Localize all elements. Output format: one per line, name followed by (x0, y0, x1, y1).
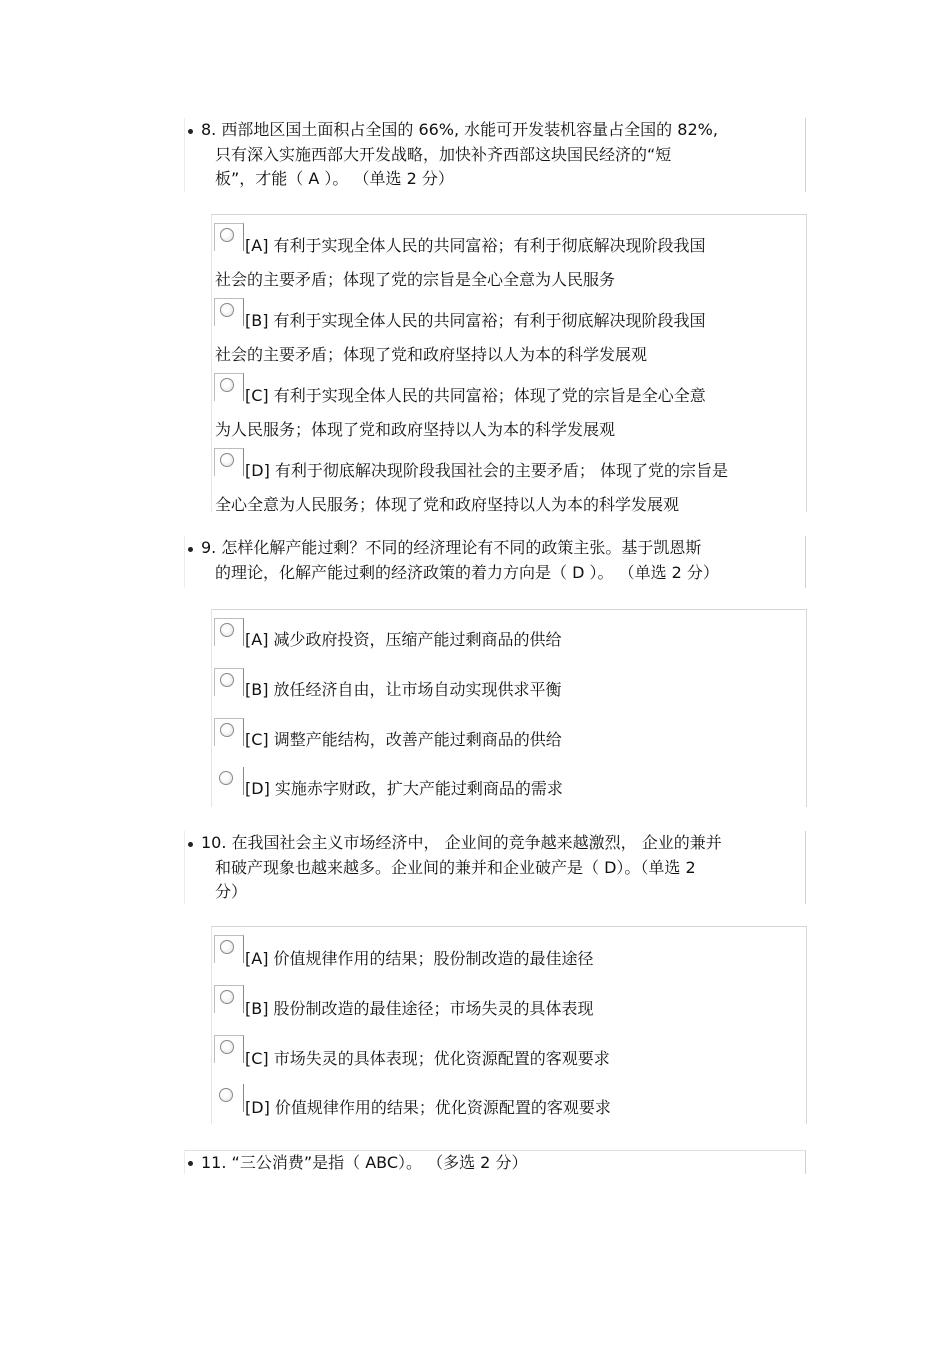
option-label: [D] 有利于彻底解决现阶段我国社会的主要矛盾； 体现了党的宗旨是 (245, 461, 728, 480)
option-a[interactable] (212, 223, 806, 293)
question-text: 板”，才能（ A ）。 （单选 2 分） (215, 169, 454, 188)
option-d[interactable] (212, 448, 806, 518)
bullet-icon (188, 547, 193, 552)
question-8 (184, 118, 806, 192)
option-label: 社会的主要矛盾；体现了党的宗旨是全心全意为人民服务 (215, 270, 616, 289)
radio-button-icon[interactable] (220, 940, 234, 954)
question-text: 11. “三公消费”是指（ ABC）。 （多选 2 分） (201, 1153, 528, 1172)
option-b[interactable] (212, 985, 806, 1029)
radio-button-icon[interactable] (219, 771, 233, 785)
radio-frame (214, 767, 244, 795)
option-label: [D] 价值规律作用的结果；优化资源配置的客观要求 (245, 1098, 611, 1117)
question-11 (184, 1150, 806, 1174)
question-text: 分） (215, 882, 248, 901)
option-c[interactable] (212, 373, 806, 443)
radio-button-icon[interactable] (220, 723, 234, 737)
bullet-icon (188, 129, 193, 134)
radio-frame (214, 298, 244, 326)
radio-frame (214, 448, 244, 476)
radio-frame (214, 1084, 244, 1112)
option-a[interactable] (212, 935, 806, 979)
question-text: 9. 怎样化解产能过剩？不同的经济理论有不同的政策主张。基于凯恩斯 (201, 538, 702, 557)
option-d[interactable] (212, 767, 806, 811)
option-label: [A] 减少政府投资，压缩产能过剩商品的供给 (245, 630, 562, 649)
options-q10 (211, 926, 807, 1124)
option-label: 为人民服务；体现了党和政府坚持以人为本的科学发展观 (215, 420, 616, 439)
option-label: [B] 放任经济自由，让市场自动实现供求平衡 (245, 680, 562, 699)
radio-button-icon[interactable] (220, 228, 234, 242)
question-text: 10. 在我国社会主义市场经济中， 企业间的竞争越来越激烈， 企业的兼并 (201, 833, 722, 852)
option-label: [A] 价值规律作用的结果；股份制改造的最佳途径 (245, 949, 594, 968)
option-b[interactable] (212, 668, 806, 712)
radio-frame (214, 668, 244, 696)
options-q9 (211, 609, 807, 807)
option-a[interactable] (212, 618, 806, 662)
option-label: [C] 有利于实现全体人民的共同富裕；体现了党的宗旨是全心全意 (245, 386, 706, 405)
radio-frame (214, 618, 244, 646)
radio-button-icon[interactable] (219, 1088, 233, 1102)
question-text: 和破产现象也越来越多。企业间的兼并和企业破产是（ D）。（单选 2 (215, 857, 696, 877)
option-b[interactable] (212, 298, 806, 368)
radio-frame (214, 373, 244, 401)
radio-frame (214, 1035, 244, 1063)
option-label: [C] 调整产能结构，改善产能过剩商品的供给 (245, 730, 562, 749)
radio-button-icon[interactable] (220, 378, 234, 392)
radio-frame (214, 223, 244, 251)
radio-button-icon[interactable] (220, 303, 234, 317)
radio-button-icon[interactable] (220, 453, 234, 467)
radio-frame (214, 935, 244, 963)
option-label: 社会的主要矛盾；体现了党和政府坚持以人为本的科学发展观 (215, 345, 648, 364)
question-text: 8. 西部地区国土面积占全国的 66%, 水能可开发装机容量占全国的 82%, (201, 120, 718, 139)
option-label: [A] 有利于实现全体人民的共同富裕；有利于彻底解决现阶段我国 (245, 236, 706, 255)
bullet-icon (188, 1161, 193, 1166)
radio-frame (214, 718, 244, 746)
question-10 (184, 831, 806, 904)
question-text: 的理论，化解产能过剩的经济政策的着力方向是（ D ）。 （单选 2 分） (215, 562, 719, 582)
option-label: [B] 股份制改造的最佳途径；市场失灵的具体表现 (245, 999, 594, 1018)
radio-button-icon[interactable] (220, 623, 234, 637)
radio-button-icon[interactable] (220, 990, 234, 1004)
bullet-icon (188, 842, 193, 847)
question-text: 只有深入实施西部大开发战略，加快补齐西部这块国民经济的“短 (215, 144, 672, 164)
radio-frame (214, 985, 244, 1013)
option-label: 全心全意为人民服务；体现了党和政府坚持以人为本的科学发展观 (215, 495, 680, 514)
question-9 (184, 536, 806, 588)
option-label: [C] 市场失灵的具体表现；优化资源配置的客观要求 (245, 1049, 610, 1068)
option-label: [B] 有利于实现全体人民的共同富裕；有利于彻底解决现阶段我国 (245, 311, 706, 330)
option-c[interactable] (212, 718, 806, 762)
option-d[interactable] (212, 1084, 806, 1128)
option-c[interactable] (212, 1035, 806, 1079)
radio-button-icon[interactable] (220, 1040, 234, 1054)
radio-button-icon[interactable] (220, 673, 234, 687)
options-q8 (211, 214, 807, 512)
option-label: [D] 实施赤字财政，扩大产能过剩商品的需求 (245, 779, 563, 798)
